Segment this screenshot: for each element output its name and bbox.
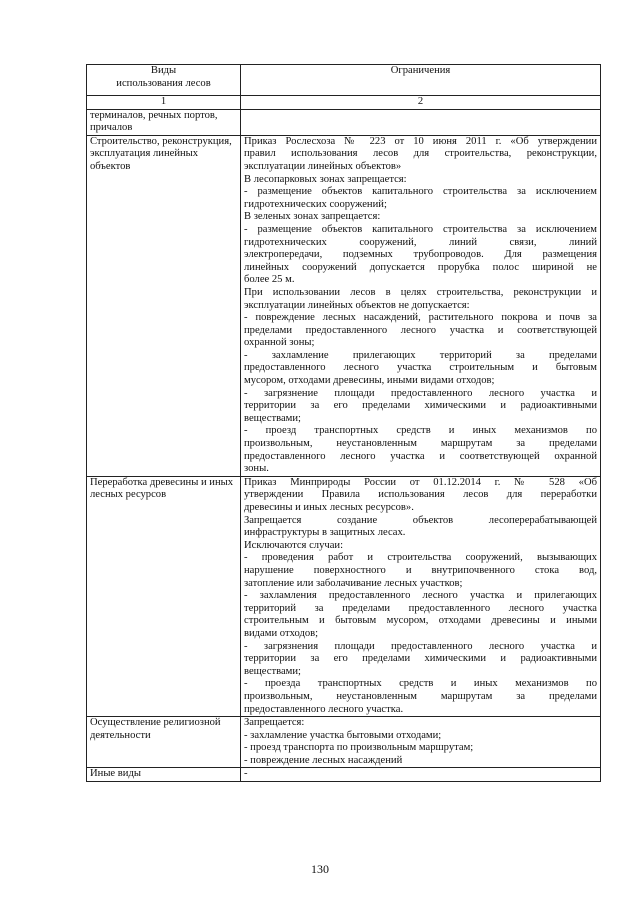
restriction-line: - повреждение лесных насаждений: [244, 754, 403, 766]
restrictions-cell: [241, 135, 601, 476]
restriction-line: -: [244, 768, 248, 780]
restriction-line: пределами предоставленного лесного участка и соответствующей: [244, 324, 597, 336]
restriction-line: видами отходов;: [244, 627, 319, 639]
column-number-1: 1: [87, 96, 241, 110]
restriction-line: - размещение объектов капитального строительства за исключением: [244, 186, 597, 198]
table-header-row: [87, 65, 601, 96]
restriction-line: инфраструктуры в защитных лесах.: [244, 527, 406, 539]
restrictions-cell: [241, 717, 601, 768]
restriction-line: эксплуатации линейных объектов»: [244, 160, 402, 172]
table-row: [87, 109, 601, 135]
restriction-line: предоставленного лесного участка строительным и бытовым: [244, 362, 597, 374]
restriction-line: - проезда транспортных средств и иных механизмов по: [244, 678, 597, 690]
restriction-line: - проезд транспортных средств и иных механизмов по: [244, 425, 597, 437]
header-cell-use-types: [87, 65, 241, 96]
restrictions-cell: [241, 768, 601, 782]
restriction-line: эксплуатации линейных объектов не допускается:: [244, 299, 470, 311]
restriction-line: - загрязнение площади предоставленного лесного участка и: [244, 387, 597, 399]
use-type-cell: Строительство, реконструкция, эксплуатация линейных объектов: [87, 135, 241, 476]
header-cell-restrictions: Ограничения: [241, 65, 601, 96]
table-number-row: [87, 96, 601, 110]
restriction-line: предоставленного лесного участка.: [244, 703, 404, 715]
restriction-line: гидротехнических сооружений;: [244, 198, 387, 210]
use-type-cell: Переработка древесины и иных лесных ресурсов: [87, 476, 241, 716]
use-type-cell: терминалов, речных портов, причалов: [87, 109, 241, 135]
restriction-line: - повреждение лесных насаждений, растительного покрова и почв за: [244, 312, 597, 324]
table-body: [87, 109, 601, 781]
restriction-line: электропередачи, подземных трубопроводов. Для размещения: [244, 249, 597, 261]
restriction-line: В лесопарковых зонах запрещается:: [244, 173, 407, 185]
restriction-line: правил использования лесов для строительства, реконструкции,: [244, 148, 597, 160]
restriction-line: более 25 м.: [244, 274, 295, 286]
restriction-line: зоны.: [244, 463, 269, 475]
restriction-line: произвольным, неустановленным маршрутам за пределами: [244, 438, 597, 450]
restriction-line: При использовании лесов в целях строительства, реконструкции и: [244, 286, 597, 298]
table-row: [87, 768, 601, 782]
use-type-cell: Осуществление религиозной деятельности: [87, 717, 241, 768]
restriction-line: - проведения работ и строительства сооружений, вызывающих: [244, 552, 597, 564]
restriction-line: территории за его пределами химическими и радиоактивными: [244, 653, 597, 665]
restriction-line: - размещение объектов капитального строительства за исключением: [244, 223, 597, 235]
restriction-line: территорий за пределами предоставленного лесного участка: [244, 602, 597, 614]
restriction-line: строительным и бытовым мусором, отходами древесины и иными: [244, 615, 597, 627]
column-number-2: 2: [241, 96, 601, 110]
restriction-line: затопление или заболачивание лесных участков;: [244, 577, 463, 589]
use-type-cell: Иные виды: [87, 768, 241, 782]
restriction-line: произвольным, неустановленным маршрутам за пределами: [244, 690, 597, 702]
restriction-line: нарушение поверхностного и внутрипочвенного стока вод,: [244, 564, 597, 576]
restriction-line: утверждении Правила использования лесов для переработки: [244, 489, 597, 501]
restriction-line: Исключаются случаи:: [244, 539, 344, 551]
restriction-line: предоставленного лесного участка и соответствующей охранной: [244, 450, 597, 462]
header-use-types-line1: Виды: [150, 65, 177, 76]
empty-cell-spacer: [244, 110, 597, 114]
restriction-line: Приказ Рослесхоза № 223 от 10 июня 2011 г. «Об утверждении: [244, 135, 597, 147]
restriction-line: - захламление прилегающих территорий за пределами: [244, 349, 597, 361]
restrictions-cell: [241, 476, 601, 716]
restriction-line: линейных сооружений допускается прорубка полос шириной не: [244, 261, 597, 273]
forest-use-restrictions-table: [86, 64, 601, 782]
restriction-line: Приказ Минприроды России от 01.12.2014 г. № 528 «Об: [244, 476, 597, 488]
table-row: [87, 717, 601, 768]
restriction-line: Запрещается:: [244, 717, 305, 729]
restriction-line: Запрещается создание объектов лесоперерабатывающей: [244, 514, 597, 526]
restriction-line: - захламления предоставленного лесного участка и прилегающих: [244, 590, 597, 602]
header-use-types-line2: использования лесов: [116, 77, 211, 89]
restriction-line: гидротехнических сооружений, линий связи, линий: [244, 236, 597, 248]
restriction-line: мусором, отходами древесины, иными видами отходов;: [244, 375, 495, 387]
restriction-line: В зеленых зонах запрещается:: [244, 211, 381, 223]
restriction-line: веществами;: [244, 412, 301, 424]
restriction-line: древесины и иных лесных ресурсов».: [244, 502, 414, 513]
restriction-line: территории за его пределами химическими и радиоактивными: [244, 400, 597, 412]
table-row: [87, 135, 601, 476]
restriction-line: - проезд транспорта по произвольным маршрутам;: [244, 742, 474, 754]
restriction-line: - загрязнения площади предоставленного лесного участка и: [244, 640, 597, 652]
restriction-line: веществами;: [244, 665, 301, 677]
restriction-line: охранной зоны;: [244, 337, 315, 349]
page-number: 130: [311, 862, 329, 876]
restrictions-cell: [241, 109, 601, 135]
table-row: [87, 476, 601, 716]
restriction-line: - захламление участка бытовыми отходами;: [244, 729, 442, 741]
